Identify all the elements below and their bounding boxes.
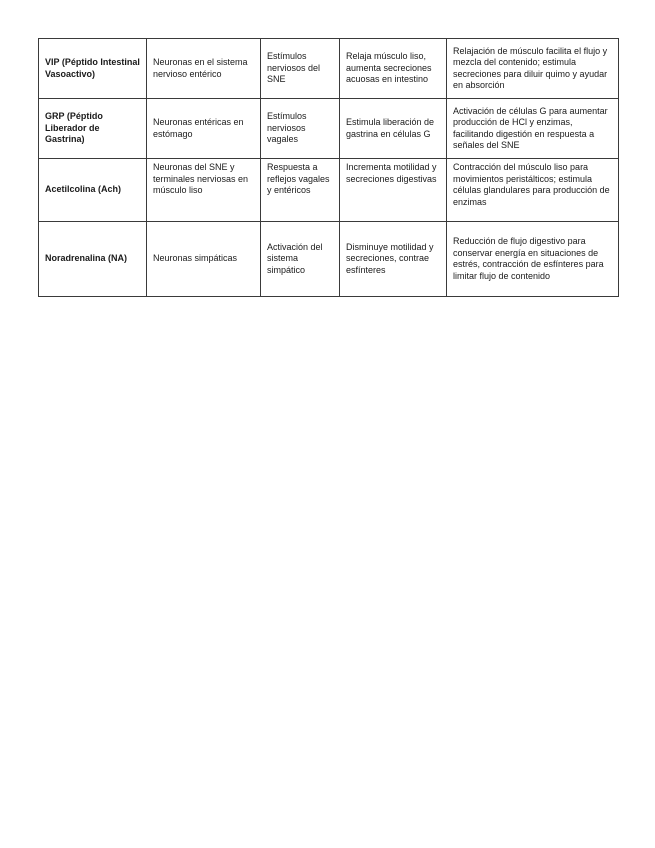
cell-name: GRP (Péptido Liberador de Gastrina) bbox=[39, 99, 147, 159]
cell-effect: Contracción del músculo liso para movimientos peristálticos; estimula células glandulares para producción de enzimas bbox=[447, 159, 619, 222]
cell-stimulus: Respuesta a reflejos vagales y entéricos bbox=[261, 159, 340, 222]
table-row bbox=[39, 222, 619, 297]
neurotransmitter-table bbox=[38, 38, 619, 297]
cell-effect: Activación de células G para aumentar producción de HCl y enzimas, facilitando digestión en respuesta a señales del SNE bbox=[447, 99, 619, 159]
cell-name: VIP (Péptido Intestinal Vasoactivo) bbox=[39, 39, 147, 99]
cell-effect: Relajación de músculo facilita el flujo y mezcla del contenido; estimula secreciones para diluir quimo y ayudar en absorción bbox=[447, 39, 619, 99]
cell-origin: Neuronas simpáticas bbox=[147, 222, 261, 297]
cell-name: Acetilcolina (Ach) bbox=[39, 159, 147, 222]
cell-stimulus: Activación del sistema simpático bbox=[261, 222, 340, 297]
table-row bbox=[39, 99, 619, 159]
cell-stimulus: Estímulos nerviosos vagales bbox=[261, 99, 340, 159]
cell-origin: Neuronas en el sistema nervioso entérico bbox=[147, 39, 261, 99]
cell-stimulus: Estímulos nerviosos del SNE bbox=[261, 39, 340, 99]
table-row bbox=[39, 39, 619, 99]
cell-action: Incrementa motilidad y secreciones digestivas bbox=[340, 159, 447, 222]
table-row bbox=[39, 159, 619, 222]
cell-origin: Neuronas del SNE y terminales nerviosas en músculo liso bbox=[147, 159, 261, 222]
cell-effect: Reducción de flujo digestivo para conservar energía en situaciones de estrés, contracción de esfínteres para limitar flujo de contenido bbox=[447, 222, 619, 297]
cell-name: Noradrenalina (NA) bbox=[39, 222, 147, 297]
cell-action: Relaja músculo liso, aumenta secreciones acuosas en intestino bbox=[340, 39, 447, 99]
cell-origin: Neuronas entéricas en estómago bbox=[147, 99, 261, 159]
cell-action: Estimula liberación de gastrina en células G bbox=[340, 99, 447, 159]
cell-action: Disminuye motilidad y secreciones, contrae esfínteres bbox=[340, 222, 447, 297]
